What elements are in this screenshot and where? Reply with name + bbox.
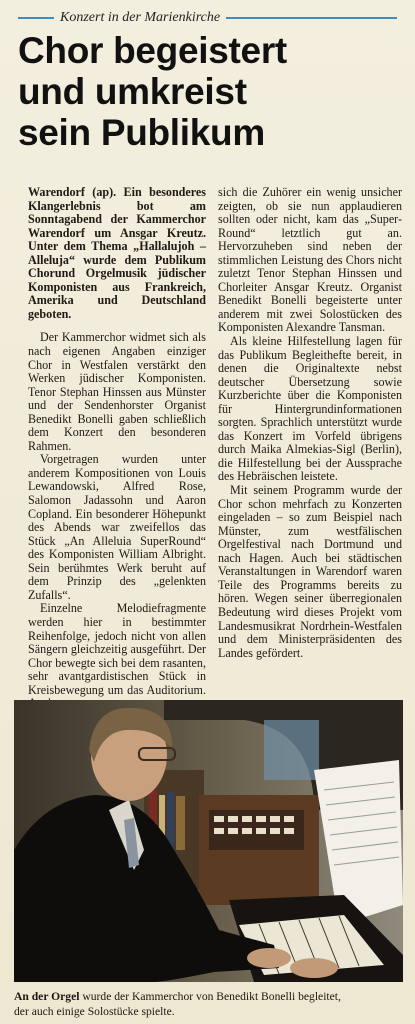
body-paragraph: Der Kammerchor widmet sich als nach eigenen Angaben einziger Chor in Westfalen verstärkt den Werken jüdischer Komponisten. Tenor Stephan Hinssen aus Münster und der Sendenhorster Organist Benedikt Bonelli gaben schließlich dem Konzert den besonderen Rahmen.: [28, 330, 206, 453]
headline-line: Chor begeistert: [18, 30, 287, 71]
article-column-right: [218, 186, 402, 711]
kicker-rule-left: [18, 17, 54, 19]
headline: [18, 30, 405, 153]
body-paragraph: Als kleine Hilfestellung lagen für das Publikum Begleithefte bereit, in denen die Originaltexte nebst deutscher Übersetzung sowie Kurzberichte über die Komponisten für Hintergrundinformationen sorgten. Sprachlich unterstützt wurde das Konzert im Vorfeld übrigens durch Maika Almekias-Sigl (Berlin), die Hilfestellung bei der Aussprache des Hebräischen leistete.: [218, 334, 402, 484]
body-paragraph: sich die Zuhörer ein wenig unsicher zeigten, ob sie nun applaudieren sollten oder nicht, kam das „Super-Round“ letztlich gut an. Hervorzuheben sind neben der stimmlichen Leistung des Chors nicht zuletzt Tenor Stephan Hinssen und Chorleiter Ansgar Kreutz. Organist Benedikt Bonelli begeisterte unter anderem mit zwei Solostücken des Komponisten Alexandre Tansman.: [218, 185, 402, 335]
headline-line: und umkreist: [18, 71, 247, 112]
lead-paragraph: Warendorf (ap). Ein besonderes Klangerlebnis bot am Sonntagabend der Kammerchor Warendorf um Ansgar Kreutz. Unter dem Thema „Hallalujoh – Alleluja“ wurde dem Publikum Chorund Orgelmusik jüdischer Komponisten aus Frankreich, Amerika und Deutschland geboten.: [28, 185, 206, 321]
kicker-rule-right: [226, 17, 397, 19]
article-body: [22, 186, 402, 711]
body-paragraph: Vorgetragen wurden unter anderem Kompositionen von Louis Lewandowski, Alfred Rose, Salomon Jadassohn und Aaron Copland. Ein besonderer Höhepunkt des Abends war zweifellos das Stück „An Alleluia SuperRound“ des Komponisten William Albright. Sein berühmtes Werk beruht auf dem Prinzip des „gelenkten Zufalls“.: [28, 452, 206, 602]
headline-line: sein Publikum: [18, 112, 265, 153]
article-column-left: [22, 186, 206, 711]
photo-caption: [14, 989, 406, 1019]
kicker: Konzert in der Marienkirche: [60, 10, 221, 25]
photo-image: [14, 700, 403, 982]
kicker-row: [18, 10, 397, 26]
caption-lead: An der Orgel: [14, 990, 80, 1003]
caption-text-line2: der auch einige Solostücke spielte.: [14, 1005, 175, 1018]
caption-text: wurde der Kammerchor von Benedikt Bonelli begleitet,: [79, 990, 341, 1003]
organist-photo: [14, 700, 403, 982]
body-paragraph: Einzelne Melodiefragmente werden hier in bestimmter Reihenfolge, jedoch nicht von allen Sängern gleichzeitig ausgeführt. Der Chor bewegte sich bei dem rasanten, sehr avantgardistischen Stück in Kreisbewegung um das Auditorium.: [28, 601, 206, 697]
body-paragraph: Mit seinem Programm wurde der Chor schon mehrfach zu Konzerten eingeladen – so zum Beispiel nach Münster, zum westfälischen Orgelfestival nach Dortmund und nach Hagen. Auch bei städtischen Veranstaltungen in Warendorf waren Teile des Programms bereits zu hören. Wegen seiner überregionalen Bedeutung wird dieses Projekt vom Landesmusikrat Nordrhein-Westfalen und dem Ministerpräsidenten des Landes gefördert.: [218, 483, 402, 660]
